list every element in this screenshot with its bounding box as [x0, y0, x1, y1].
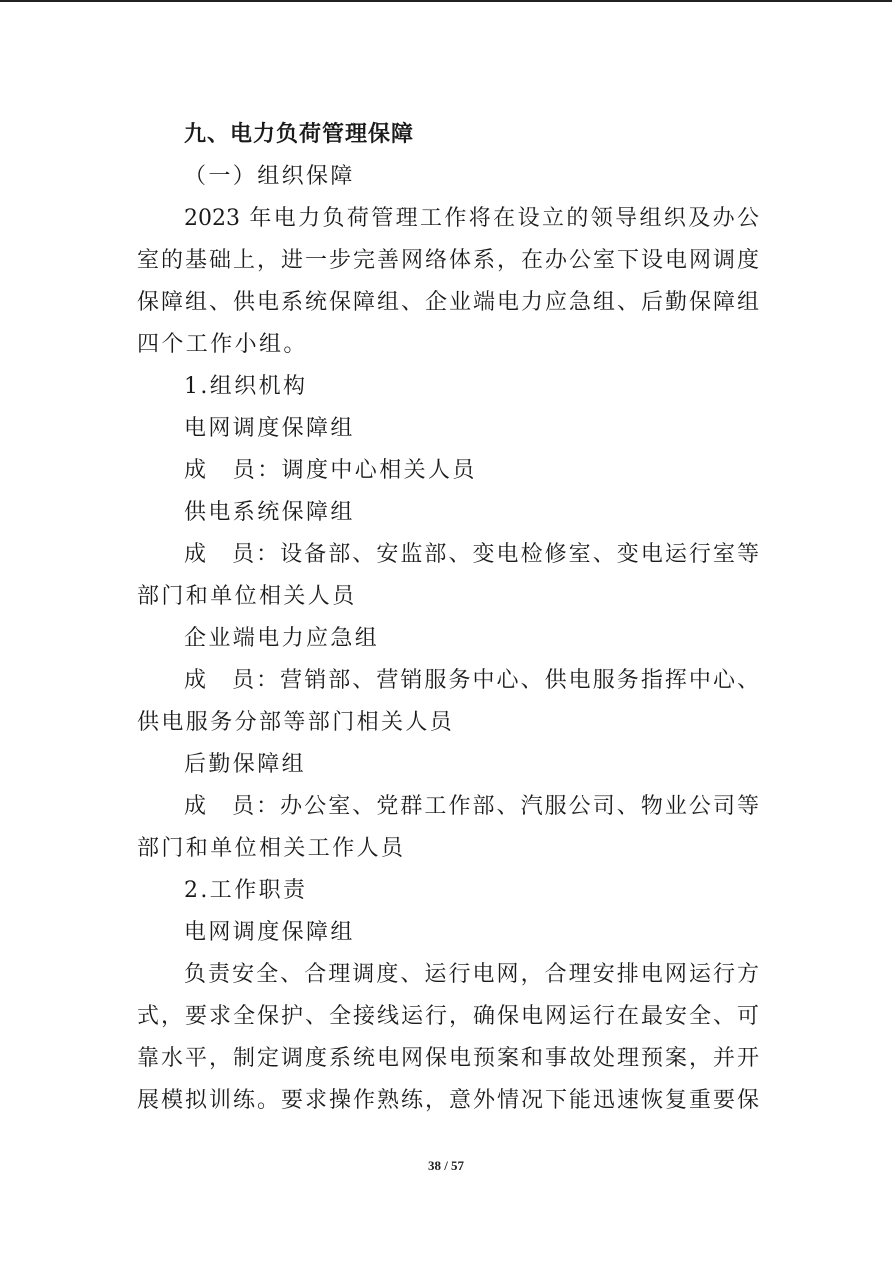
intro-line: 保障组、供电系统保障组、企业端电力应急组、后勤保障组 [137, 290, 759, 315]
group-members: 成 员：营销部、营销服务中心、供电服务指挥中心、 [184, 668, 759, 693]
group-members-continued: 部门和单位相关工作人员 [137, 836, 406, 861]
group-members: 成 员：调度中心相关人员 [184, 458, 477, 483]
intro-line: 室的基础上，进一步完善网络体系，在办公室下设电网调度 [137, 248, 759, 273]
group-members-continued: 部门和单位相关人员 [137, 584, 357, 609]
duty-line: 负责安全、合理调度、运行电网，合理安排电网运行方 [184, 962, 759, 987]
duty-line: 展模拟训练。要求操作熟练，意外情况下能迅速恢复重要保 [137, 1088, 759, 1113]
duty-line: 式，要求全保护、全接线运行，确保电网运行在最安全、可 [137, 1004, 759, 1029]
document-body [137, 114, 759, 1122]
duty-line: 靠水平，制定调度系统电网保电预案和事故处理预案，并开 [137, 1046, 759, 1071]
duties-title: 2.工作职责 [184, 878, 308, 903]
group-name: 供电系统保障组 [184, 500, 355, 525]
org-structure-title: 1.组织机构 [184, 374, 308, 399]
duty-group-name: 电网调度保障组 [184, 920, 355, 945]
group-name: 企业端电力应急组 [184, 626, 380, 651]
section-heading: 九、电力负荷管理保障 [184, 122, 415, 147]
intro-line: 四个工作小组。 [137, 332, 308, 357]
group-members-continued: 供电服务分部等部门相关人员 [137, 710, 455, 735]
page-number: 38 / 57 [427, 1158, 465, 1173]
intro-line: 2023 年电力负荷管理工作将在设立的领导组织及办公 [184, 206, 759, 231]
group-name: 后勤保障组 [184, 752, 307, 777]
group-name: 电网调度保障组 [184, 416, 355, 441]
group-members: 成 员：办公室、党群工作部、汽服公司、物业公司等 [184, 794, 759, 819]
group-members: 成 员：设备部、安监部、变电检修室、变电运行室等 [184, 542, 759, 567]
top-border-line [0, 0, 892, 2]
subsection-heading: （一）组织保障 [184, 164, 355, 189]
